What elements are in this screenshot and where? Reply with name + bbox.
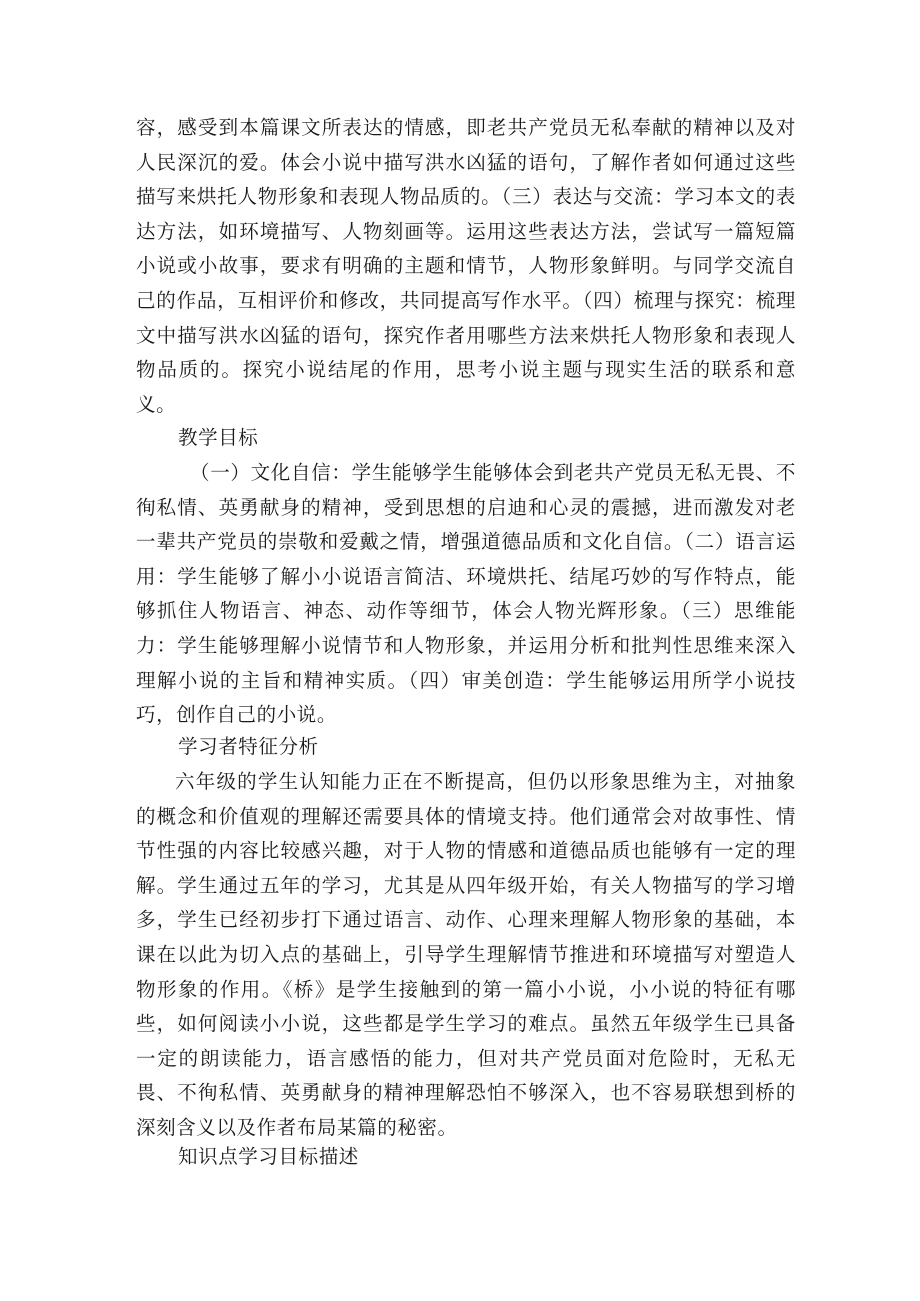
paragraph-learner-analysis: 六年级的学生认知能力正在不断提高，但仍以形象思维为主，对抽象的概念和价值观的理解还需要具体的情境支持。他们通常会对故事性、情节性强的内容比较感兴趣，对于人物的情感和道德品质也能够有一定的理解。学生通过五年的学习，尤其是从四年级开始，有关人物描写的学习增多，学生已经初步打下通过语言、动作、心理来理解人物形象的基础，本课在以此为切入点的基础上，引导学生理解情节推进和环境描写对塑造人物形象的作用。《桥》是学生接触到的第一篇小小说，小小说的特征有哪些，如何阅读小小说，这些都是学生学习的难点。虽然五年级学生已具备一定的朗读能力，语言感悟的能力，但对共产党员面对危险时，无私无畏、不徇私情、英勇献身的精神理解恐怕不够深入，也不容易联想到桥的深刻含义以及作者布局某篇的秘密。 xyxy=(136,770,796,1139)
heading-knowledge-goals: 知识点学习目标描述 xyxy=(178,1145,359,1168)
heading-teaching-goals: 教学目标 xyxy=(178,426,259,449)
paragraph-teaching-goals: （一）文化自信：学生能够学生能够体会到老共产党员无私无畏、不徇私情、英勇献身的精神，受到思想的启迪和心灵的震撼，进而激发对老一辈共产党员的崇敬和爱戴之情，增强道德品质和文化自信。（二）语言运用：学生能够了解小小说语言简洁、环境烘托、结尾巧妙的写作特点，能够抓住人物语言、神态、动作等细节，体会人物光辉形象。（三）思维能力：学生能够理解小说情节和人物形象，并运用分析和批判性思维来深入理解小说的主旨和精神实质。（四）审美创造：学生能够运用所学小说技巧，创作自己的小说。 xyxy=(136,461,796,727)
paragraph-continued-content: 容，感受到本篇课文所表达的情感，即老共产党员无私奉献的精神以及对人民深沉的爱。体会小说中描写洪水凶猛的语句，了解作者如何通过这些描写来烘托人物形象和表现人物品质的。（三）表达与交流：学习本文的表达方法，如环境描写、人物刻画等。运用这些表达方法，尝试写一篇短篇小说或小故事，要求有明确的主题和情节，人物形象鲜明。与同学交流自己的作品，互相评价和修改，共同提高写作水平。（四）梳理与探究：梳理文中描写洪水凶猛的语句，探究作者用哪些方法来烘托人物形象和表现人物品质的。探究小说结尾的作用，思考小说主题与现实生活的联系和意义。 xyxy=(136,116,796,416)
heading-learner-analysis: 学习者特征分析 xyxy=(178,735,319,758)
